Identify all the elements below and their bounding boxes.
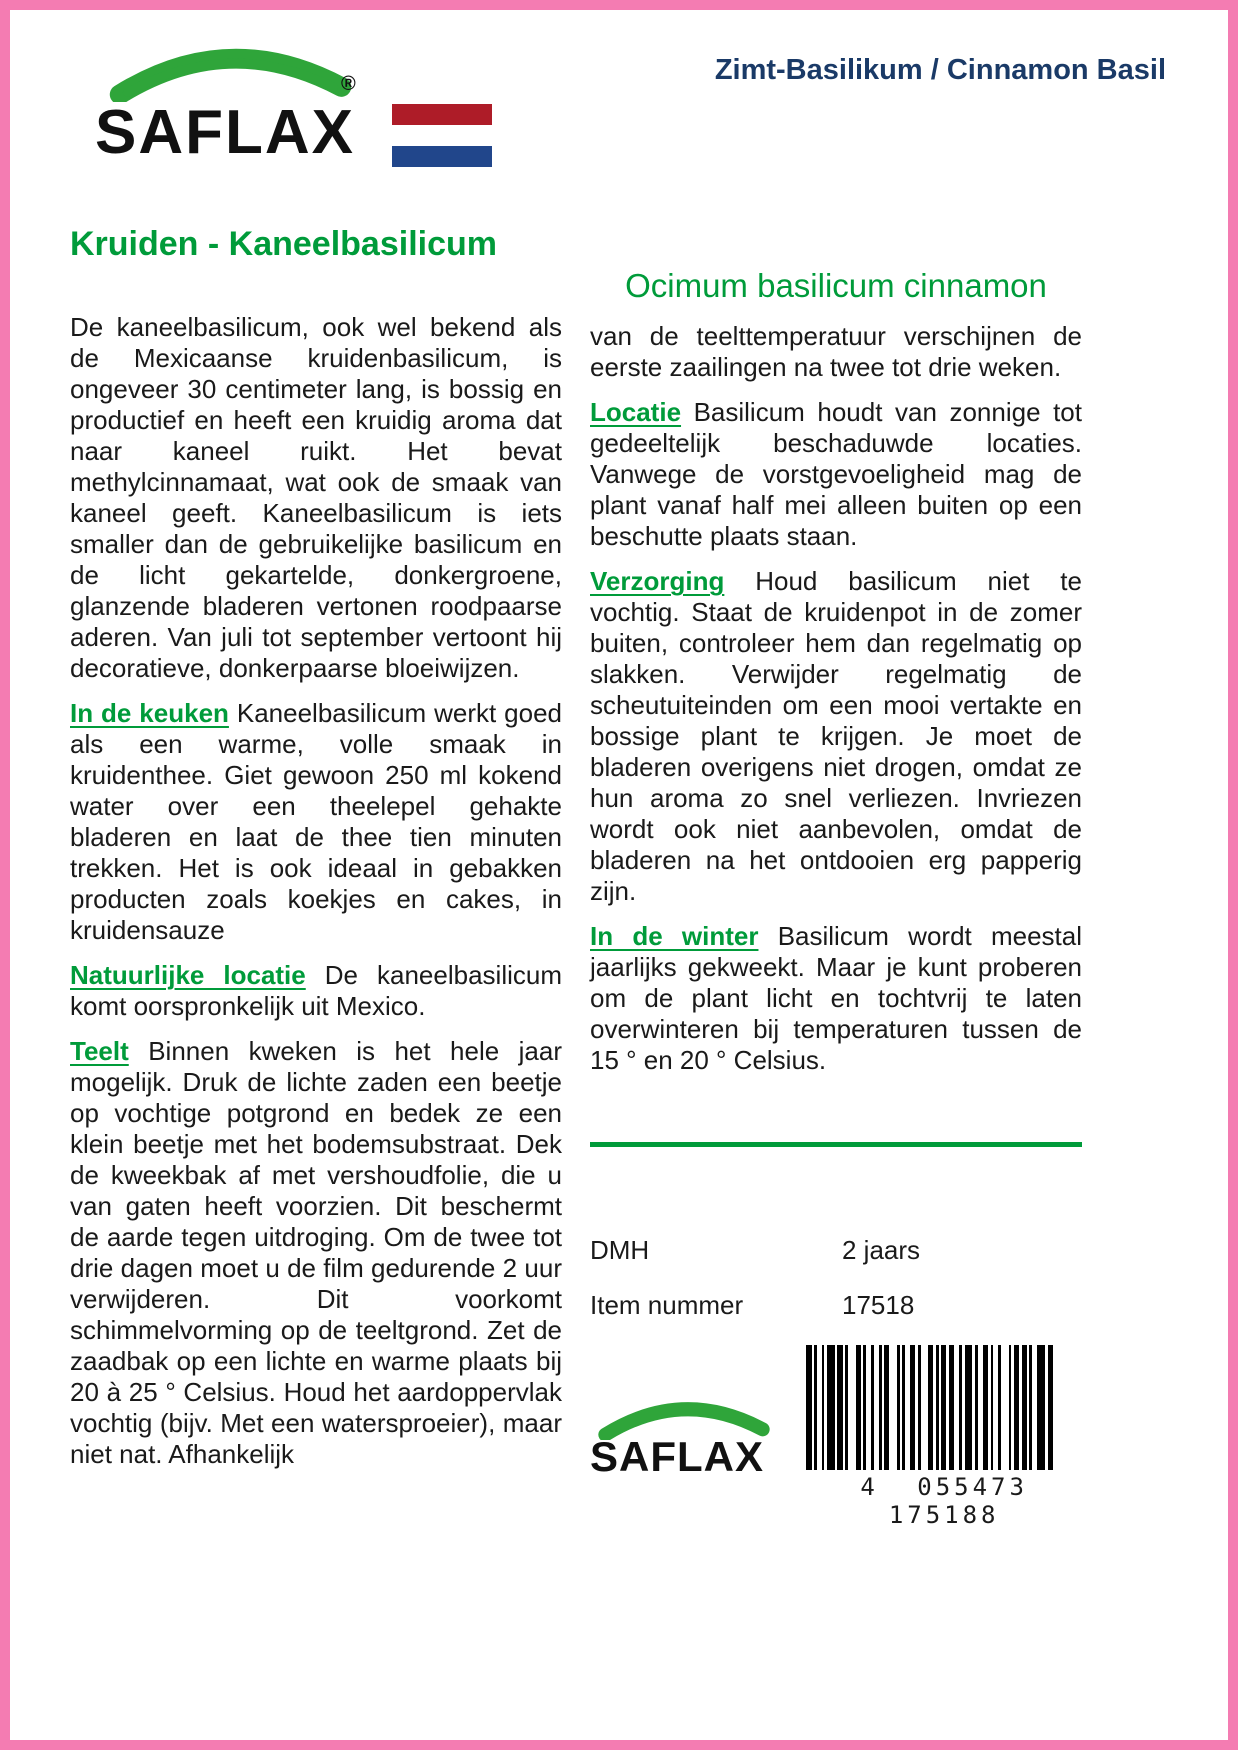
spec-row-dmh	[590, 1235, 1082, 1266]
section-locatie	[590, 397, 1082, 552]
spec-label: Item nummer	[590, 1290, 744, 1320]
section-subhead: In de keuken	[70, 698, 229, 728]
flag-white-band	[392, 125, 492, 146]
section-subhead: In de winter	[590, 921, 759, 951]
section-intro	[70, 312, 562, 684]
left-column	[70, 167, 562, 1529]
botanical-name-heading: Ocimum basilicum cinnamon	[625, 267, 1047, 304]
section-body: Binnen kweken is het hele jaar mogelijk. Druk de lichte zaden een beetje op vochtige potgrond en bedek ze een klein beetje met het bodemsubstraat. Dek de kweekbak af met vershoudfolie, die u van gaten heeft voorzien. Dit beschermt de aarde tegen uitdroging. Om de twee tot drie dagen moet u de film gedurende 2 uur verwijderen. Dit voorkomt schimmelvorming op de teeltgrond. Zet de zaadbak op een lichte en warme plaats bij 20 à 25 ° Celsius. Houd het aardoppervlak vochtig (bijv. Met een watersproeier), maar niet nat. Afhankelijk	[70, 1036, 562, 1469]
product-specs	[590, 1235, 1082, 1321]
dutch-flag-icon	[392, 104, 492, 167]
section-body: Houd basilicum niet te vochtig. Staat de kruidenpot in de zomer buiten, controleer hem dan regelmatig op slakken. Verwijder regelmatig de scheutuiteinden om een mooi vertakte en bossige plant te krijgen. Je moet de bladeren overigens niet drogen, omdat ze hun aroma zo snel verliezen. Invriezen wordt ook niet aanbevolen, omdat de bladeren na het ontdooien erg papperig zijn.	[590, 566, 1082, 906]
spec-label: DMH	[590, 1235, 650, 1265]
section-body: van de teelttemperatuur verschijnen de eerste zaailingen na twee tot drie weken.	[590, 321, 1082, 382]
green-divider	[590, 1142, 1082, 1147]
content-columns	[10, 167, 1228, 1529]
spec-value: 2 jaars	[842, 1235, 921, 1265]
brand-row	[590, 1433, 788, 1480]
right-column	[590, 167, 1082, 1529]
flag-red-band	[392, 104, 492, 125]
brand-arc-icon	[103, 40, 358, 102]
barcode-bars	[806, 1345, 1082, 1470]
page-title: Zimt-Basilikum / Cinnamon Basil	[714, 54, 1166, 86]
brand-logo	[95, 40, 492, 167]
section-subhead: Natuurlijke locatie	[70, 960, 306, 990]
section-body: De kaneelbasilicum komt oorspronkelijk uit Mexico.	[70, 960, 562, 1021]
section-body: Kaneelbasilicum werkt goed als een warme, volle smaak in kruidenthee. Giet gewoon 250 ml kokend water over een theelepel gehakte bladeren en laat de thee tien minuten trekken. Het is ook ideaal in gebakken producten zoals koekjes en cakes, in kruidensauze	[70, 698, 563, 945]
brand-name: SAFLAX	[590, 1433, 764, 1480]
section-subhead: Teelt	[70, 1036, 129, 1066]
section-verzorging	[590, 566, 1082, 907]
section-in-de-keuken	[70, 698, 562, 946]
section-subhead: Verzorging	[590, 566, 725, 596]
section-continuation	[590, 321, 1082, 383]
header	[10, 10, 1228, 167]
brand-logo-small	[590, 1396, 788, 1478]
bottom-row	[590, 1345, 1082, 1529]
brand-row	[95, 72, 492, 167]
section-subhead: Locatie	[590, 397, 682, 427]
registered-mark: ®	[341, 72, 358, 95]
section-body: Basilicum houdt van zonnige tot gedeeltelijk beschaduwde locaties. Vanwege de vorstgevoeligheid mag de plant vanaf half mei alleen buiten op een beschutte plaats staan.	[590, 397, 1082, 551]
left-column-heading: Kruiden - Kaneelbasilicum	[70, 225, 497, 263]
spec-value: 17518	[842, 1290, 915, 1320]
barcode-digits: 4 055473 175188	[860, 1473, 1028, 1529]
section-teelt	[70, 1036, 562, 1470]
flag-blue-band	[392, 146, 492, 167]
brand-name: SAFLAX®	[95, 72, 358, 167]
section-body: Basilicum wordt meestal jaarlijks gekweekt. Maar je kunt proberen om de plant licht en tochtvrij te laten overwinteren bij temperaturen tussen de 15 ° en 20 ° Celsius.	[590, 921, 1083, 1075]
section-in-de-winter	[590, 921, 1082, 1076]
section-natuurlijke-locatie	[70, 960, 562, 1022]
barcode	[806, 1345, 1082, 1529]
section-body: De kaneelbasilicum, ook wel bekend als de Mexicaanse kruidenbasilicum, is ongeveer 30 centimeter lang, is bossig en productief en heeft een kruidig aroma dat naar kaneel ruikt. Het bevat methylcinnamaat, wat ook de smaak van kaneel geeft. Kaneelbasilicum is iets smaller dan de gebruikelijke basilicum en de licht gekartelde, donkergroene, glanzende bladeren vertonen roodpaarse aderen. Van juli tot september vertoont hij decoratieve, donkerpaarse bloeiwijzen.	[70, 312, 562, 683]
spec-row-item-number	[590, 1290, 1082, 1321]
